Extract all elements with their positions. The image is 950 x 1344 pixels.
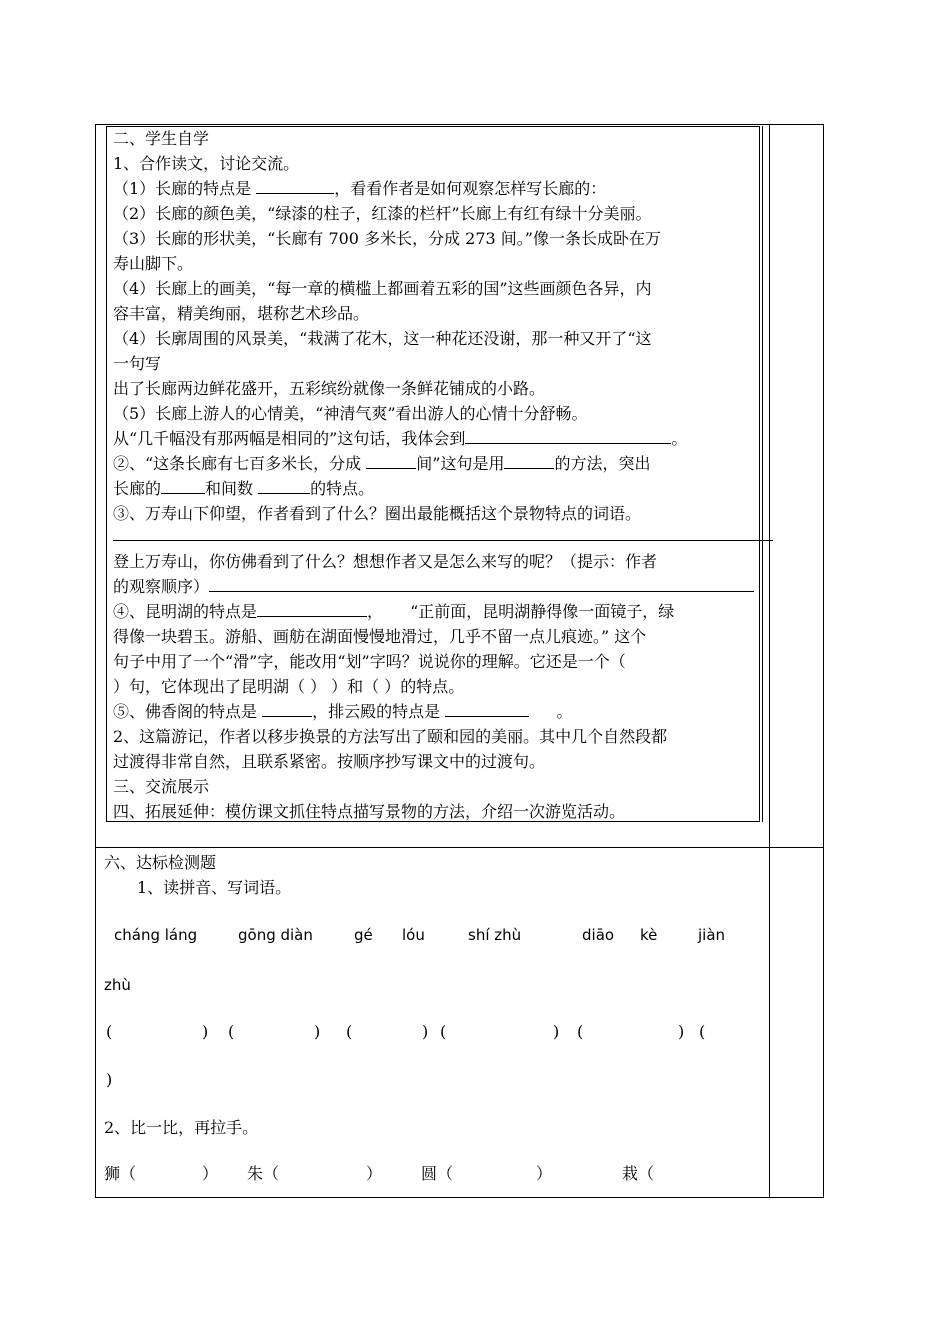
- line-9-c: 的特点。: [310, 479, 375, 498]
- char-item: ）: [202, 1164, 219, 1183]
- line-2: （2）长廊的颜色美，“绿漆的柱子，红漆的栏杆”长廊上有红有绿十分美丽。: [113, 204, 652, 223]
- char-item: 圆（: [421, 1164, 454, 1183]
- paren[interactable]: (: [699, 1022, 706, 1041]
- test-heading: 六、达标检测题: [104, 853, 217, 872]
- pinyin-item: kè: [640, 926, 658, 944]
- line-11b: [113, 576, 754, 598]
- line-15: ）句，它体现出了昆明湖（ ） ）和（ ）的特点。: [113, 677, 465, 696]
- table-left-border: [95, 124, 96, 1198]
- line-11: 登上万寿山，你仿佛看到了什么？想想作者又是怎么来写的呢？（提示：作者: [113, 552, 658, 571]
- line-7-a: 从“几千幅没有那两幅是相同的”这句话，我体会到: [113, 429, 466, 448]
- column-divider: [769, 124, 770, 1198]
- line-8-a: ②、“这条长廊有七百多米长，分成: [113, 454, 362, 473]
- line-5: （4）长廓周围的风景美，“栽满了花木，这一种花还没谢，那一种又开了“这: [113, 329, 652, 348]
- paren[interactable]: ): [106, 1070, 113, 1089]
- pinyin-item: gōng diàn: [238, 926, 313, 944]
- line-13: 得像一块碧玉。游船、画舫在湖面慢慢地滑过，几乎不留一点儿痕迹。” 这个: [113, 627, 647, 646]
- line-18: 过渡得非常自然，且联系紧密。按顺序抄写课文中的过渡句。: [113, 752, 546, 771]
- pinyin-item: lóu: [402, 926, 425, 944]
- line-5c: 出了长廊两边鲜花盛开，五彩缤纷就像一条鲜花铺成的小路。: [113, 379, 546, 398]
- line-1: [113, 178, 606, 200]
- row-divider: [95, 847, 824, 848]
- line-5b: 一句写: [113, 354, 162, 373]
- line-4: （4）长廊上的画美，“每一章的横槛上都画着五彩的国”这些画颜色各异，内: [113, 279, 652, 298]
- line-7-b: 。: [671, 429, 688, 448]
- line-8: [113, 453, 650, 475]
- char-item: 栽（: [622, 1164, 655, 1183]
- inner-box-double-line: [762, 126, 763, 822]
- paren[interactable]: ): [422, 1022, 429, 1041]
- line-9-b: 和间数: [205, 479, 254, 498]
- char-item: 朱（: [247, 1164, 280, 1183]
- table-right-border: [823, 124, 824, 1198]
- line-8-c: 的方法，突出: [554, 454, 651, 473]
- line-16-c: 。: [556, 702, 573, 721]
- line-12-a: ④、昆明湖的特点是: [113, 602, 258, 621]
- pinyin-item: jiàn: [698, 926, 726, 944]
- line-7: [113, 428, 687, 450]
- item-1: 1、合作读文，讨论交流。: [113, 154, 300, 173]
- question-1: 1、读拼音、写词语。: [137, 878, 292, 897]
- table-bottom-border: [95, 1197, 824, 1198]
- paren[interactable]: ): [553, 1022, 560, 1041]
- line-9: [113, 478, 374, 500]
- line-1-a: （1）长廊的特点是: [113, 179, 252, 198]
- pinyin-item: diāo: [582, 926, 615, 944]
- line-16-a: ⑤、佛香阁的特点是: [113, 702, 258, 721]
- blank[interactable]: [445, 701, 529, 717]
- blank[interactable]: [257, 601, 367, 617]
- paren[interactable]: ): [678, 1022, 685, 1041]
- line-4b: 容丰富，精美绚丽，堪称艺术珍品。: [113, 304, 370, 323]
- line-10: ③、万寿山下仰望，作者看到了什么？圈出最能概括这个景物特点的词语。: [113, 504, 642, 523]
- line-14: 句子中用了一个“滑”字，能改用“划”字吗？说说你的理解。它还是一个（: [113, 652, 626, 671]
- section-heading: 二、学生自学: [113, 129, 210, 148]
- blank[interactable]: [366, 453, 416, 469]
- char-item: ）: [536, 1164, 553, 1183]
- line-11b-text: 的观察顺序）: [113, 577, 210, 596]
- char-item: 狮（: [104, 1164, 137, 1183]
- answer-line[interactable]: [113, 540, 773, 541]
- blank[interactable]: [209, 576, 754, 592]
- paren[interactable]: (: [106, 1022, 113, 1041]
- line-1-b: ，看看作者是如何观察怎样写长廊的：: [334, 179, 607, 198]
- paren[interactable]: ): [314, 1022, 321, 1041]
- line-9-a: 长廊的: [113, 479, 162, 498]
- blank[interactable]: [258, 478, 310, 494]
- blank[interactable]: [256, 178, 334, 194]
- line-16-b: ，排云殿的特点是: [312, 702, 441, 721]
- blank[interactable]: [262, 701, 312, 717]
- blank[interactable]: [465, 428, 671, 444]
- blank[interactable]: [504, 453, 554, 469]
- line-12-b: ，: [367, 602, 384, 621]
- paren[interactable]: (: [440, 1022, 447, 1041]
- paren[interactable]: (: [577, 1022, 584, 1041]
- line-3: （3）长廊的形状美，“长廊有 700 多米长，分成 273 间。”像一条长成卧在万: [113, 229, 661, 248]
- question-2: 2、比一比，再拉手。: [104, 1118, 259, 1137]
- line-8-b: 间”这句是用: [416, 454, 505, 473]
- line-12-c: “正前面，昆明湖静得像一面镜子，绿: [410, 602, 675, 621]
- paren[interactable]: (: [346, 1022, 353, 1041]
- line-19: 三、交流展示: [113, 777, 210, 796]
- line-16: [113, 701, 572, 723]
- line-12: [113, 601, 674, 623]
- pinyin-wrap: zhù: [104, 976, 131, 994]
- char-item: ）: [366, 1164, 383, 1183]
- pinyin-item: cháng láng: [114, 926, 198, 944]
- paren[interactable]: ): [202, 1022, 209, 1041]
- line-20: 四、拓展延伸：模仿课文抓住特点描写景物的方法，介绍一次游览活动。: [113, 802, 626, 821]
- paren[interactable]: (: [228, 1022, 235, 1041]
- table-top-border: [95, 124, 824, 125]
- pinyin-item: shí zhù: [468, 926, 522, 944]
- blank[interactable]: [161, 478, 205, 494]
- line-17: 2、这篇游记，作者以移步换景的方法写出了颐和园的美丽。其中几个自然段都: [113, 727, 668, 746]
- pinyin-item: gé: [354, 926, 373, 944]
- line-6: （5）长廊上游人的心情美，“神清气爽”看出游人的心情十分舒畅。: [113, 404, 588, 423]
- line-3b: 寿山脚下。: [113, 254, 194, 273]
